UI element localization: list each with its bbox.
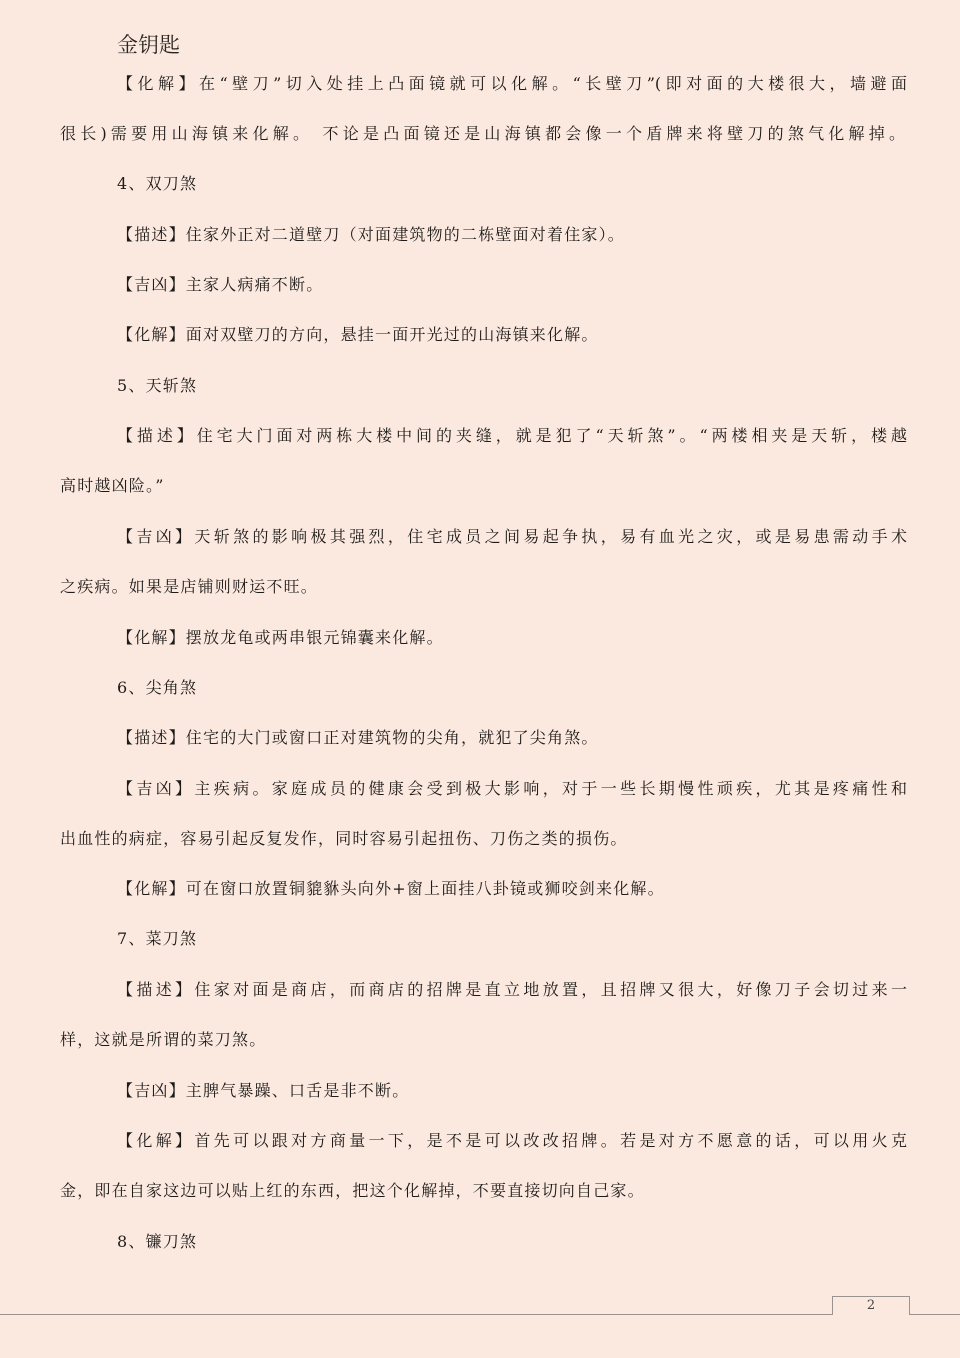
paragraph-line: 金，即在自家这边可以贴上红的东西，把这个化解掉，不要直接切向自己家。	[60, 1181, 645, 1200]
paragraph-line: 很长)需要用山海镇来化解。 不论是凸面镜还是山海镇都会像一个盾牌来将壁刀的煞气化解掉。	[60, 124, 905, 143]
paragraph-line: 出血性的病症，容易引起反复发作，同时容易引起扭伤、刀伤之类的损伤。	[60, 829, 628, 848]
section-heading: 6、尖角煞	[117, 678, 198, 697]
paragraph-line: 【化解】摆放龙龟或两串银元锦囊来化解。	[117, 628, 444, 647]
paragraph-line: 【吉凶】主疾病。家庭成员的健康会受到极大影响，对于一些长期慢性顽疾，尤其是疼痛性和	[117, 779, 907, 798]
page-number: 2	[866, 1298, 876, 1313]
paragraph-line: 【描述】住宅大门面对两栋大楼中间的夹缝，就是犯了“天斩煞”。“两楼相夹是天斩，楼越	[117, 426, 907, 445]
section-heading: 7、菜刀煞	[117, 929, 198, 948]
section-heading: 5、天斩煞	[117, 376, 198, 395]
section-heading: 8、镰刀煞	[117, 1232, 198, 1251]
paragraph-line: 样，这就是所谓的菜刀煞。	[60, 1030, 267, 1049]
paragraph-line: 【吉凶】主脾气暴躁、口舌是非不断。	[117, 1081, 410, 1100]
paragraph-line: 【描述】住家外正对二道壁刀（对面建筑物的二栋壁面对着住家）。	[117, 225, 626, 244]
header-title: 金钥匙	[117, 33, 180, 57]
paragraph-line: 之疾病。如果是店铺则财运不旺。	[60, 577, 319, 596]
paragraph-line: 高时越凶险。”	[60, 476, 165, 495]
paragraph-line: 【描述】住宅的大门或窗口正对建筑物的尖角，就犯了尖角煞。	[117, 728, 599, 747]
paragraph-line: 【化解】可在窗口放置铜貔貅头向外+窗上面挂八卦镜或狮咬剑来化解。	[117, 879, 665, 898]
paragraph-line: 【吉凶】天斩煞的影响极其强烈，住宅成员之间易起争执，易有血光之灾，或是易患需动手术	[117, 527, 907, 546]
section-heading: 4、双刀煞	[117, 174, 198, 193]
paragraph-line: 【吉凶】主家人病痛不断。	[117, 275, 324, 294]
paragraph-line: 【化解】在“壁刀”切入处挂上凸面镜就可以化解。“长壁刀”(即对面的大楼很大，墙避面	[117, 74, 907, 93]
paragraph-line: 【化解】面对双壁刀的方向，悬挂一面开光过的山海镇来化解。	[117, 325, 599, 344]
paragraph-line: 【化解】首先可以跟对方商量一下，是不是可以改改招牌。若是对方不愿意的话，可以用火克	[117, 1131, 907, 1150]
paragraph-line: 【描述】住家对面是商店，而商店的招牌是直立地放置，且招牌又很大，好像刀子会切过来一	[117, 980, 907, 999]
footer-rule	[0, 1314, 960, 1315]
